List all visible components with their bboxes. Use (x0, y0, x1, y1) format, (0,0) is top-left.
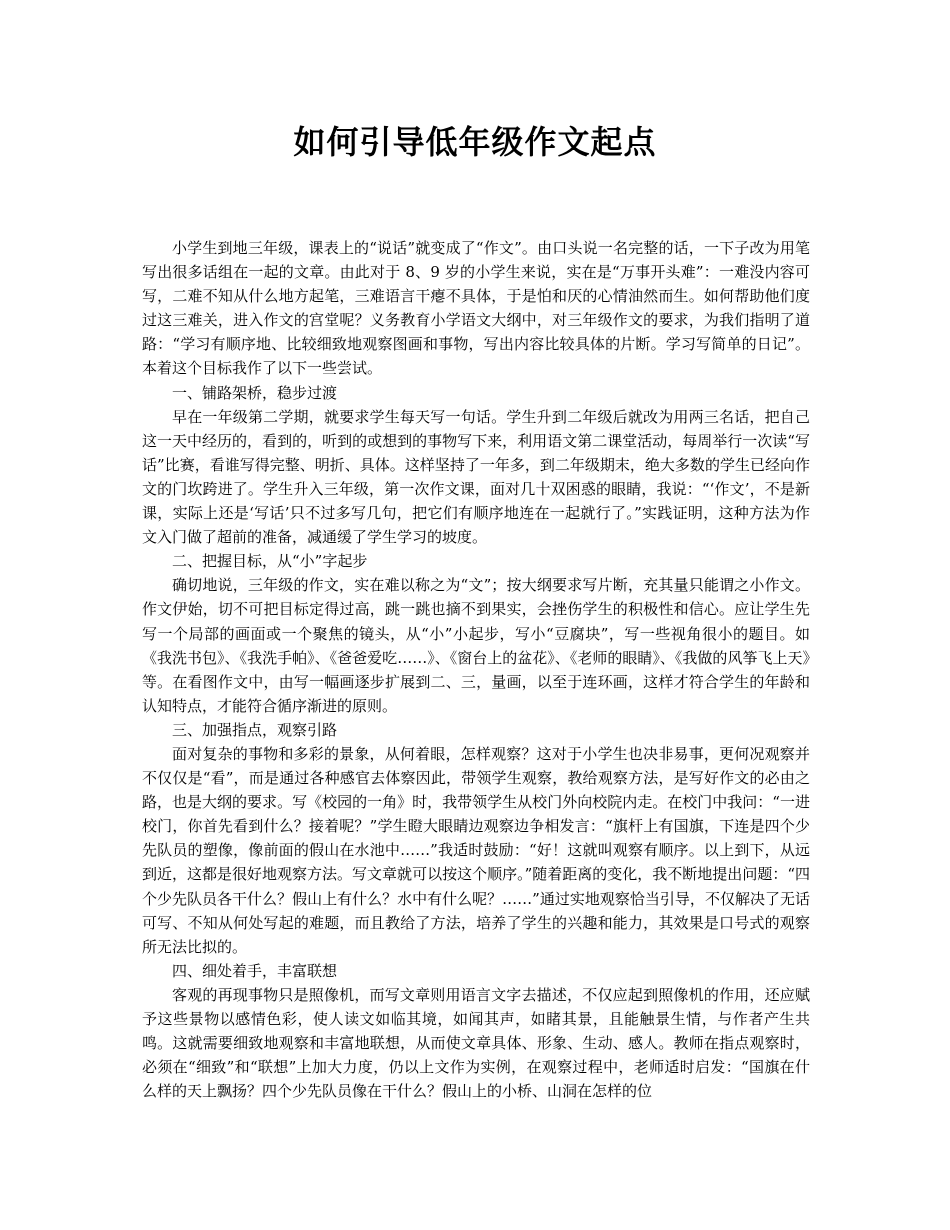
section-heading-4: 四、细处着手，丰富联想 (172, 961, 338, 980)
document-title: 如何引导低年级作文起点 (293, 123, 657, 161)
section-paragraph-3: 面对复杂的事物和多彩的景象，从何着眼，怎样观察？这对于小学生也决非易事，更何况观察并不仅仅是“看”，而是通过各种感官去体察因此，带领学生观察，教给观察方法，是写好作文的必由之路，也是大纲的要求。写《校园的一角》时，我带领学生从校门外向校院内走。在校门中我问：“一进校门，你首先看到什么？接着呢？”学生瞪大眼睛边观察边争相发言：“旗杆上有国旗，下连是四个少先队员的塑像，像前面的假山在水池中……”我适时鼓励：“好！这就叫观察有顺序。以上到下，从远到近，这都是很好地观察方法。写文章就可以按这个顺序。”随着距离的变化，我不断地提出问题：“四个少先队员各干什么？假山上有什么？水中有什么呢？……”通过实地观察恰当引导，不仅解决了无话可写、不知从何处写起的难题，而且教给了方法，培养了学生的兴趣和能力，其效果是口号式的观察所无法比拟的。 (142, 744, 810, 956)
intro-paragraph: 小学生到地三年级，课表上的“说话”就变成了“作文”。由口头说一名完整的话，一下子改为用笔写出很多话组在一起的文章。由此对于 8、9 岁的小学生来说，实在是“万事开头难”：一难没内容可写，二难不知从什么地方起笔，三难语言干瘪不具体，于是怕和厌的心情油然而生。如何帮助他们度过这三难关，进入作文的宫堂呢？义务教育小学语文大纲中，对三年级作文的要求，为我们指明了道路：“学习有顺序地、比较细致地观察图画和事物，写出内容比较具体的片断。学习写简单的日记”。本着这个目标我作了以下一些尝试。 (142, 239, 810, 378)
section-heading-2: 二、把握目标，从“小”字起步 (172, 552, 368, 571)
document-body (142, 236, 810, 1103)
section-heading-1: 一、铺路架桥，稳步过渡 (172, 383, 338, 402)
section-paragraph-2: 确切地说，三年级的作文，实在难以称之为“文”；按大纲要求写片断，充其量只能谓之小作文。作文伊始，切不可把目标定得过高，跳一跳也摘不到果实，会挫伤学生的积极性和信心。应让学生先写一个局部的画面或一个聚焦的镜头，从“小”小起步，写小“豆腐块”，写一些视角很小的题目。如《我洗书包》、《我洗手帕》、《爸爸爱吃……》、《窗台上的盆花》、《老师的眼睛》、《我做的风筝飞上天》等。在看图作文中，由写一幅画逐步扩展到二、三，量画，以至于连环画，这样才符合学生的年龄和认知特点，才能符合循序渐进的原则。 (142, 576, 810, 715)
section-paragraph-4: 客观的再现事物只是照像机，而写文章则用语言文字去描述，不仅应起到照像机的作用，还应赋予这些景物以感情色彩，使人读文如临其境，如闻其声，如睹其景，且能触景生情，与作者产生共鸣。这就需要细致地观察和丰富地联想，从而使文章具体、形象、生动、感人。教师在指点观察时，必须在“细致”和“联想”上加大力度，仍以上文作为实例，在观察过程中，老师适时启发：“国旗在什么样的天上飘扬？四个少先队员像在干什么？假山上的小桥、山洞在怎样的位 (142, 985, 810, 1101)
section-paragraph-1: 早在一年级第二学期，就要求学生每天写一句话。学生升到二年级后就改为用两三名话，把自己这一天中经历的，看到的，听到的或想到的事物写下来，利用语文第二课堂活动，每周举行一次读“写话”比赛，看谁写得完整、明折、具体。这样坚持了一年多，到二年级期末，绝大多数的学生已经向作文的门坎跨进了。学生升入三年级，第一次作文课，面对几十双困惑的眼睛，我说：“‘作文’，不是新课，实际上还是‘写话’只不过多写几句，把它们有顺序地连在一起就行了。”实践证明，这种方法为作文入门做了超前的准备，减通缓了学生学习的坡度。 (142, 407, 810, 547)
section-heading-3: 三、加强指点，观察引路 (172, 720, 338, 739)
